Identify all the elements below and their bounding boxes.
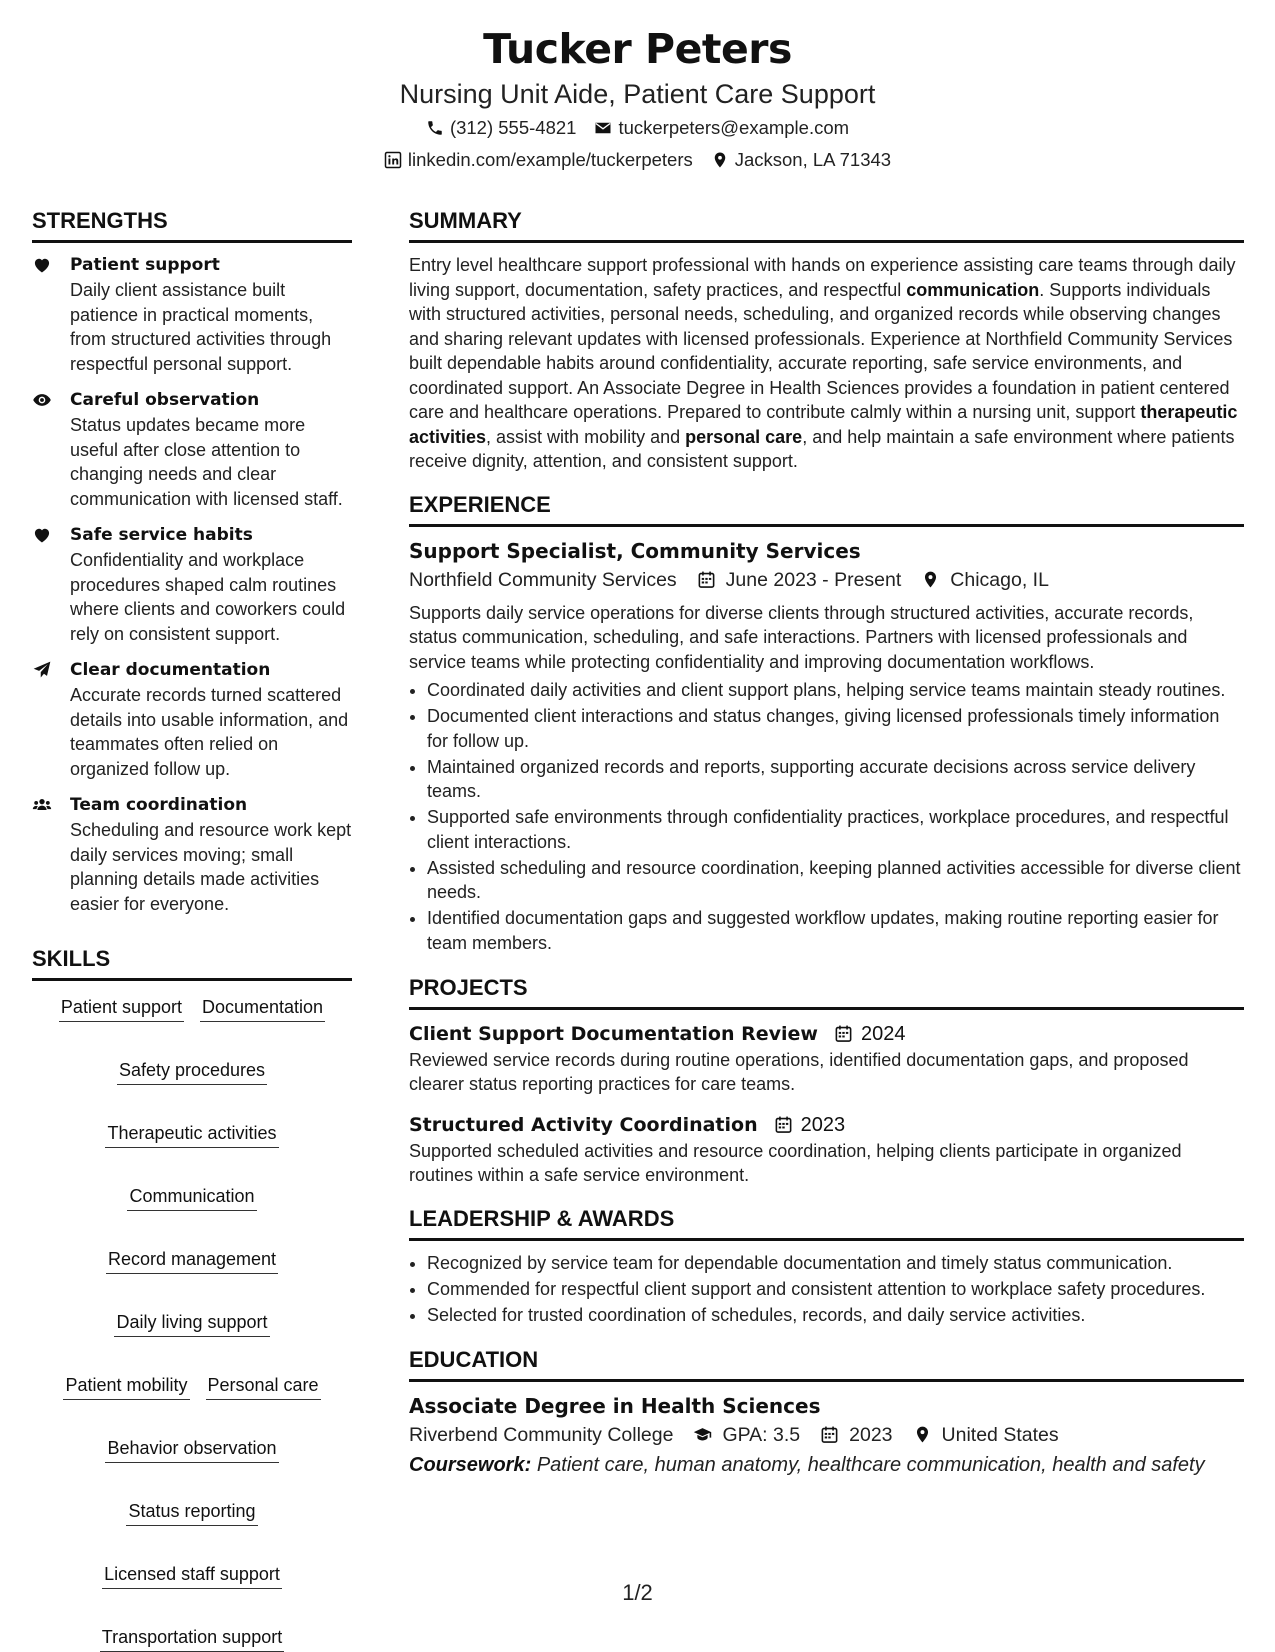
skill-tag: Documentation — [200, 995, 325, 1022]
linkedin-icon — [384, 151, 402, 169]
company-name: Northfield Community Services — [409, 568, 677, 591]
email-contact[interactable] — [594, 112, 849, 144]
summary-heading: SUMMARY — [409, 206, 1244, 243]
map-marker-icon — [921, 570, 940, 589]
strengths-heading: STRENGTHS — [32, 206, 352, 243]
left-column — [32, 206, 352, 1652]
skill-tag: Behavior observation — [105, 1436, 278, 1463]
skill-tag: Patient support — [59, 995, 184, 1022]
project-desc: Reviewed service records during routine operations, identified documentation gaps, and proposed clearer status reporting practices for care teams. — [409, 1049, 1189, 1094]
graduation-cap-icon — [693, 1425, 712, 1444]
calendar-icon — [697, 570, 716, 589]
leadership-heading: LEADERSHIP & AWARDS — [409, 1204, 1244, 1241]
calendar-icon — [820, 1425, 839, 1444]
projects-heading: PROJECTS — [409, 973, 1244, 1010]
education-year: 2023 — [849, 1423, 893, 1446]
envelope-icon — [594, 119, 612, 137]
strength-title: Team coordination — [70, 795, 248, 815]
job-dates: June 2023 - Present — [725, 568, 902, 591]
education-meta — [409, 1420, 1244, 1450]
strength-desc: Scheduling and resource work kept daily services moving; small planning details made activities easier for everyone. — [70, 820, 352, 914]
skill-tag: Safety procedures — [117, 1058, 267, 1085]
linkedin-text[interactable]: linkedin.com/example/tuckerpeters — [407, 149, 693, 170]
skills-list — [32, 995, 352, 1652]
skill-tag: Personal care — [206, 1373, 321, 1400]
strength-title: Safe service habits — [70, 525, 253, 545]
skill-tag: Status reporting — [126, 1499, 257, 1526]
project-desc: Supported scheduled activities and resource coordination, helping clients participate in organized routines within a safe service environment. — [409, 1140, 1182, 1185]
list-item: • Identified documentation gaps and suggested workflow updates, making routine reporting easier for team members. — [427, 906, 1244, 955]
skill-tag: Record management — [106, 1247, 278, 1274]
degree-title: Associate Degree in Health Sciences — [409, 1393, 821, 1418]
email-text[interactable]: tuckerpeters@example.com — [618, 117, 850, 138]
skills-heading: SKILLS — [32, 944, 352, 981]
project-header — [409, 1111, 1244, 1139]
coursework-text: Patient care, human anatomy, healthcare communication, health and safety — [536, 1453, 1205, 1476]
phone-icon — [426, 119, 444, 137]
right-column — [409, 206, 1244, 1480]
list-item: • Coordinated daily activities and client support plans, helping service teams maintain steady routines. — [427, 678, 1244, 703]
education-location: United States — [941, 1423, 1059, 1446]
skill-tag: Transportation support — [100, 1625, 284, 1652]
paper-plane-icon — [32, 660, 52, 680]
coursework — [409, 1450, 1244, 1480]
candidate-title: Nursing Unit Aide, Patient Care Support — [399, 79, 876, 109]
skill-tag: Licensed staff support — [102, 1562, 282, 1589]
gpa: GPA: 3.5 — [722, 1423, 801, 1446]
experience-heading: EXPERIENCE — [409, 490, 1244, 527]
strength-title: Clear documentation — [70, 660, 271, 680]
project-title: Structured Activity Coordination — [409, 1113, 758, 1136]
job-description: Supports daily service operations for diverse clients through structured activities, accurate records, status communication, scheduling, and safe interactions. Partners with licensed professionals and service teams while protecting confidentiality and improving documentation workflows. — [409, 602, 1194, 672]
contact-row-2 — [0, 144, 1275, 176]
strengths-list — [32, 253, 352, 916]
skill-tag: Patient mobility — [63, 1373, 189, 1400]
list-item: • Maintained organized records and reports, supporting accurate decisions across service delivery teams. — [427, 755, 1244, 804]
contact-row-1 — [0, 112, 1275, 144]
strength-desc: Accurate records turned scattered details into usable information, and teammates often relied on organized follow up. — [70, 685, 349, 779]
strength-item — [32, 388, 352, 511]
list-item: • Documented client interactions and status changes, giving licensed professionals timely information for follow up. — [427, 704, 1244, 753]
users-icon — [32, 795, 52, 815]
candidate-name: Tucker Peters — [483, 25, 792, 73]
project-year: 2024 — [860, 1022, 906, 1045]
leadership-bullets — [409, 1251, 1244, 1328]
job-bullets — [409, 678, 1244, 955]
project-year: 2023 — [800, 1113, 846, 1136]
strength-item — [32, 658, 352, 781]
project-title: Client Support Documentation Review — [409, 1022, 818, 1045]
job-meta — [409, 565, 1244, 595]
resume-header — [0, 22, 1275, 176]
heart-icon — [32, 525, 52, 545]
skill-tag: Therapeutic activities — [105, 1121, 278, 1148]
location-text: Jackson, LA 71343 — [734, 149, 892, 170]
strength-desc: Daily client assistance built patience in practical moments, from structured activities through respectful personal support. — [70, 280, 332, 374]
phone-contact — [426, 112, 577, 144]
project-header — [409, 1020, 1244, 1048]
eye-icon — [32, 390, 52, 410]
summary-text: Entry level healthcare support professional with hands on experience assisting care teams through daily living support, documentation, safety practices, and respectful communication. Supports individuals with structured activities, personal needs, scheduling, and organized records while observing changes and sharing relevant updates with licensed professionals. Experience at Northfield Community Services built dependable habits around confidentiality, accurate reporting, safe service environments, and coordinated support. An Associate Degree in Health Sciences provides a foundation in patient centered care and healthcare operations. Prepared to contribute calmly within a nursing unit, support therapeutic activities, assist with mobility and personal care, and help maintain a safe environment where patients receive dignity, attention, and consistent support. — [409, 255, 1238, 471]
coursework-label: Coursework: — [409, 1453, 532, 1476]
list-item: • Assisted scheduling and resource coordination, keeping planned activities accessible for diverse client needs. — [427, 856, 1244, 905]
school-name: Riverbend Community College — [409, 1423, 674, 1446]
location-contact — [711, 144, 891, 176]
map-marker-icon — [913, 1425, 932, 1444]
page-number: 1/2 — [622, 1580, 653, 1605]
list-item: • Selected for trusted coordination of schedules, records, and daily service activities. — [427, 1303, 1244, 1328]
skill-tag: Communication — [127, 1184, 256, 1211]
education-heading: EDUCATION — [409, 1345, 1244, 1382]
strength-desc: Status updates became more useful after close attention to changing needs and clear communication with licensed staff. — [70, 415, 343, 509]
strength-item — [32, 523, 352, 646]
strength-item — [32, 793, 352, 916]
strength-title: Patient support — [70, 255, 220, 275]
phone-text: (312) 555-4821 — [449, 117, 577, 138]
job-location: Chicago, IL — [950, 568, 1049, 591]
strength-item — [32, 253, 352, 376]
linkedin-contact[interactable] — [384, 144, 693, 176]
calendar-icon — [834, 1024, 853, 1043]
heart-icon — [32, 255, 52, 275]
skill-tag: Daily living support — [114, 1310, 269, 1337]
job-title: Support Specialist, Community Services — [409, 538, 861, 563]
strength-title: Careful observation — [70, 390, 260, 410]
map-marker-icon — [711, 151, 729, 169]
calendar-icon — [774, 1115, 793, 1134]
list-item: • Recognized by service team for dependable documentation and timely status communication. — [427, 1251, 1244, 1276]
strength-desc: Confidentiality and workplace procedures shaped calm routines where clients and coworkers could rely on consistent support. — [70, 550, 346, 644]
list-item: • Supported safe environments through confidentiality practices, workplace procedures, and respectful client interactions. — [427, 805, 1244, 854]
list-item: • Commended for respectful client support and consistent attention to workplace safety procedures. — [427, 1277, 1244, 1302]
